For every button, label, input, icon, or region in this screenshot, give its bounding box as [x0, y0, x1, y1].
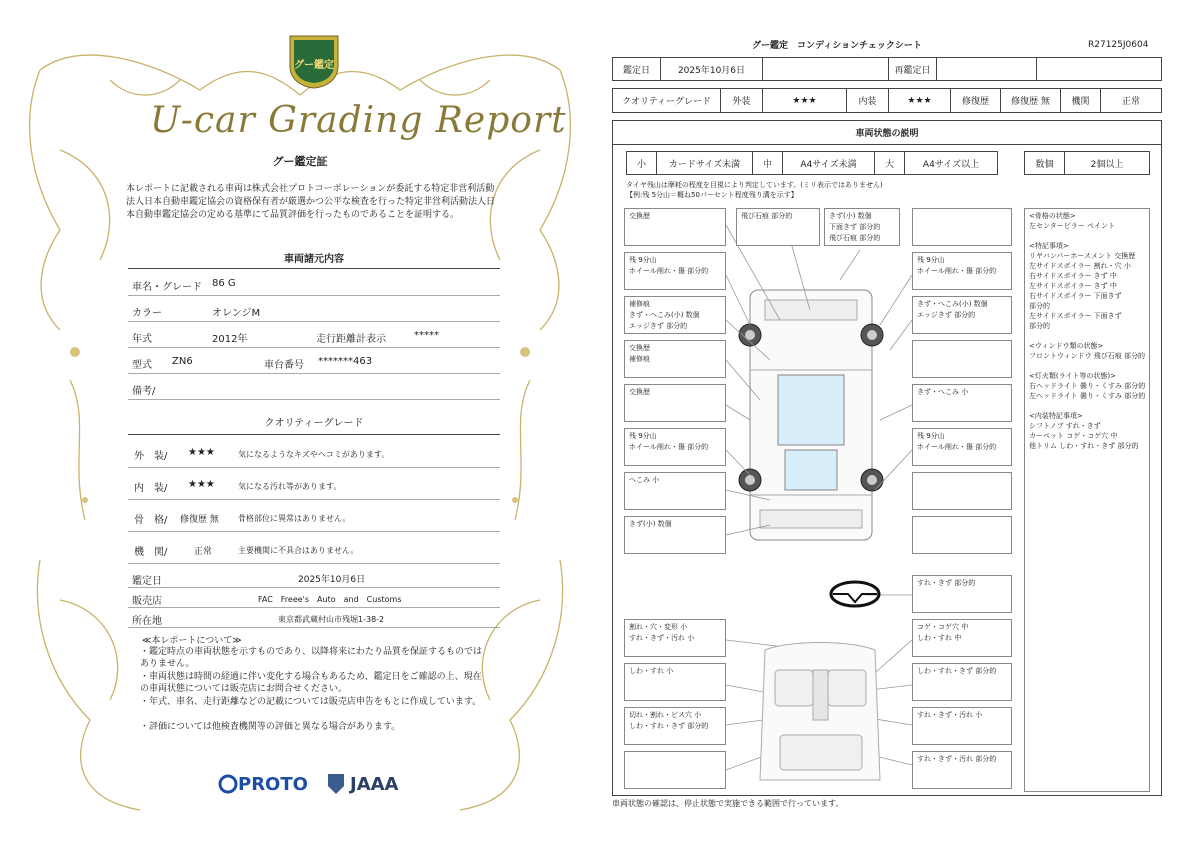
special-note-line: <内装特記事項>: [1029, 412, 1083, 420]
about-item: ・評価については他検査機関等の評価と異なる場合があります。: [140, 722, 401, 732]
address-label: 所在地: [132, 616, 162, 627]
explain-title: 車両状態の説明: [855, 129, 919, 139]
count-label: 数個: [1025, 152, 1065, 174]
special-note-line: <骨格の状態>: [1029, 212, 1076, 220]
special-note-line: フロントウィンドウ 飛び石痕 部分的: [1029, 352, 1146, 360]
special-note-line: [1029, 231, 1149, 241]
quality-title: クオリティーグレード: [264, 418, 364, 429]
special-note-line: カーペット コゲ・コゲ穴 中: [1029, 432, 1118, 440]
special-note-line: <特記事項>: [1029, 242, 1069, 250]
interior-note: 気になる汚れ等があります。: [238, 482, 342, 491]
special-note-line: 左サイドスポイラー きず 中: [1029, 282, 1117, 290]
model-label: 型式: [132, 360, 152, 371]
blank-cell: [763, 58, 889, 80]
color-value: オレンジM: [212, 308, 261, 319]
shop-label: 販売店: [132, 596, 162, 607]
engine-label: 機 関/: [134, 547, 168, 558]
engine-row: [128, 534, 500, 564]
date-label: 鑑定日: [132, 576, 162, 587]
frame-value: 修復歴 無: [180, 515, 219, 525]
condition-check-sheet: [600, 0, 1200, 848]
about-item: ・鑑定時点の車両状態を示すものであり、以降将来にわたり品質を保証するものではありません。: [140, 647, 483, 669]
interior-label: 内 装/: [134, 483, 168, 494]
damage-note: きず・へこみ 小: [912, 384, 1012, 422]
special-note-line: <灯火類(ライト等の状態)>: [1029, 372, 1116, 380]
special-note-line: 部分的: [1029, 322, 1050, 330]
special-note-line: [1029, 331, 1149, 341]
about-item: ・車両状態は時間の経過に伴い変化する場合もあるため、鑑定日をご確認の上、現在の車両状態については販売店にお問合せください。: [140, 672, 482, 694]
damage-note: きず(小) 数個: [624, 516, 726, 554]
year-row: [128, 322, 500, 348]
count-desc: 2個以上: [1090, 159, 1124, 170]
damage-note: 交換歴: [624, 384, 726, 422]
proto-logo: PROTO: [218, 772, 318, 798]
date-row: [612, 57, 1162, 81]
damage-note: きず(小) 数個 下面きず 部分的 飛び石痕 部分的: [824, 208, 900, 246]
damage-note: 残 9分山 ホイール削れ・傷 部分的: [624, 428, 726, 466]
address-value: 東京都武蔵村山市残堀1-38-2: [278, 615, 385, 624]
engine-label: 機関: [1061, 89, 1101, 112]
engine-value: 正常: [1121, 97, 1140, 107]
chassis-value: *******463: [318, 356, 373, 367]
steering-wheel-icon: [828, 580, 882, 610]
damage-note: 補修痕 きず・へこみ(小) 数個 エッジきず 部分的: [624, 296, 726, 334]
damage-note: [912, 340, 1012, 378]
exterior-label: 外 装/: [134, 451, 168, 462]
size-large: 大: [875, 152, 905, 174]
car-name-row: [128, 270, 500, 296]
about-title: ≪本レポートについて≫: [142, 636, 242, 646]
model-row: [128, 348, 500, 374]
int-stars: ★★★: [889, 89, 951, 112]
interior-note: しわ・すれ・きず 部分的: [912, 663, 1012, 701]
damage-note: きず・へこみ(小) 数個 エッジきず 部分的: [912, 296, 1012, 334]
ext-label: 外装: [721, 89, 763, 112]
exterior-note: 気になるようなキズやヘコミがあります。: [238, 450, 390, 459]
quality-row: [612, 88, 1162, 113]
exterior-row: [128, 438, 500, 468]
damage-note: [912, 516, 1012, 554]
spec-title: 車両諸元内容: [284, 254, 344, 265]
divider: [128, 434, 500, 435]
size-large-desc: A4サイズ以上: [922, 159, 980, 170]
special-note-line: [1029, 361, 1149, 371]
size-mid: 中: [753, 152, 783, 174]
sheet-title: グー鑑定 コンディションチェックシート: [752, 41, 922, 51]
car-interior-diagram: [750, 640, 890, 790]
divider: [128, 268, 500, 269]
size-mid-desc: A4サイズ未満: [783, 152, 875, 174]
date-value: 2025年10月6日: [661, 58, 763, 80]
date-row: [128, 568, 500, 588]
remarks-label: 備考/: [132, 386, 156, 397]
model-value: ZN6: [172, 356, 193, 367]
damage-note: 残 9分山 ホイール削れ・傷 部分的: [624, 252, 726, 290]
size-legend: [626, 151, 998, 175]
mileage-label: 走行距離計表示: [316, 334, 386, 345]
engine-value: 正常: [194, 547, 213, 557]
goo-badge: [286, 30, 342, 90]
redate-label: 再鑑定日: [889, 58, 937, 80]
interior-stars: ★★★: [188, 479, 215, 490]
special-note-line: 左ヘッドライト 曇り・くすみ 部分的: [1029, 392, 1146, 400]
engine-note: 主要機関に不具合はありません。: [238, 546, 359, 555]
special-note-line: [1029, 401, 1149, 411]
cert-title: グー鑑定証: [272, 155, 328, 168]
int-label: 内装: [847, 89, 889, 112]
ext-stars: ★★★: [763, 89, 847, 112]
interior-note: 割れ・穴・変形 小 すれ・きず・汚れ 小: [624, 619, 726, 657]
date-value: 2025年10月6日: [298, 575, 366, 585]
interior-row: [128, 470, 500, 500]
special-note-line: 左サイドスポイラー 下面きず: [1029, 312, 1122, 320]
redate-value: [937, 58, 1037, 80]
count-legend: [1024, 151, 1150, 175]
frame-label: 骨 格/: [134, 515, 168, 526]
car-name-value: 86 G: [212, 278, 236, 289]
divider: [612, 144, 1162, 145]
special-note-line: 部分的: [1029, 302, 1050, 310]
special-note-line: 右ヘッドライト 曇り・くすみ 部分的: [1029, 382, 1146, 390]
interior-note: コゲ・コゲ穴 中 しわ・すれ 中: [912, 619, 1012, 657]
color-row: [128, 296, 500, 322]
quality-label: クオリティーグレード: [613, 89, 721, 112]
car-name-label: 車名・グレード: [132, 282, 202, 293]
damage-note: 残 9分山 ホイール削れ・傷 部分的: [912, 252, 1012, 290]
exterior-stars: ★★★: [188, 447, 215, 458]
size-small: 小: [627, 152, 657, 174]
damage-note: 交換歴 補修痕: [624, 340, 726, 378]
tire-note: タイヤ残山は摩耗の程度を目視により判定しています。(ミリ表示ではありません): [626, 181, 883, 189]
color-label: カラー: [132, 308, 162, 319]
damage-note: 交換歴: [624, 208, 726, 246]
date-label: 鑑定日: [613, 58, 661, 80]
year-value: 2012年: [212, 334, 248, 345]
damage-note: [912, 208, 1012, 246]
year-label: 年式: [132, 334, 152, 345]
special-note-line: シフトノブ すれ・きず: [1029, 422, 1101, 430]
script-title: U-car Grading Report: [150, 100, 567, 141]
special-note-line: 左センターピラー ペイント: [1029, 222, 1115, 230]
shop-value: FAC Freee's Auto and Customs: [258, 595, 402, 604]
address-row: [128, 608, 500, 628]
special-note-line: <ウィンドウ類の状態>: [1029, 342, 1104, 350]
special-notes-list: [1029, 211, 1149, 451]
about-item: ・年式、車名、走行距離などの記載については販売店申告をもとに作成しています。: [140, 697, 482, 707]
badge-text: グー鑑定: [294, 60, 334, 71]
jaaa-logo: JAAA: [326, 772, 416, 798]
tire-example: 【例:残 5分山＝概ね50パーセント程度残り溝を示す】: [626, 191, 798, 199]
interior-note: すれ・きず・汚れ 部分的: [912, 751, 1012, 789]
report-number: R27125J0604: [1088, 40, 1149, 50]
special-note-line: 右サイドスポイラー 下面きず: [1029, 292, 1122, 300]
damage-note: へこみ 小: [624, 472, 726, 510]
interior-note: すれ・きず・汚れ 小: [912, 707, 1012, 745]
footer-note: 車両状態の確認は、停止状態で実施できる範囲で行っています。: [612, 799, 844, 808]
special-note-line: 他トリム しわ・すれ・きず 部分的: [1029, 442, 1139, 450]
size-small-desc: カードサイズ未満: [657, 152, 753, 174]
mileage-value: *****: [414, 330, 439, 341]
frame-note: 骨格部位に異常はありません。: [238, 514, 351, 523]
special-note-line: 右サイドスポイラー きず 中: [1029, 272, 1117, 280]
intro-text: 本レポートに記載される車両は株式会社プロトコーポレーションが委託する特定非営利活動法人日本自動車鑑定協会の資格保有者が厳選かつ公平な検査を行った特定非営利活動法人日本自動車鑑定協会の定める基準にて品質評価を行ったものであることを証明する。: [126, 184, 496, 220]
interior-note: 切れ・割れ・ビス穴 小 しわ・すれ・きず 部分的: [624, 707, 726, 745]
interior-note: すれ・きず 部分的: [912, 575, 1012, 613]
repair-value: 修復歴 無: [1001, 89, 1061, 112]
damage-note: 飛び石痕 部分的: [736, 208, 820, 246]
special-note-line: 左サイドスポイラー 割れ・穴 小: [1029, 262, 1131, 270]
shop-row: [128, 588, 500, 608]
repair-label: 修復歴: [951, 89, 1001, 112]
frame-row: [128, 502, 500, 532]
interior-note: しわ・すれ 小: [624, 663, 726, 701]
damage-note: 残 9分山 ホイール削れ・傷 部分的: [912, 428, 1012, 466]
interior-note: [624, 751, 726, 789]
chassis-label: 車台番号: [264, 360, 304, 371]
damage-note: [912, 472, 1012, 510]
special-notes-panel: [1024, 208, 1150, 792]
remarks-row: [128, 374, 500, 400]
special-note-line: リヤバンパーホースメント 交換歴: [1029, 252, 1136, 260]
